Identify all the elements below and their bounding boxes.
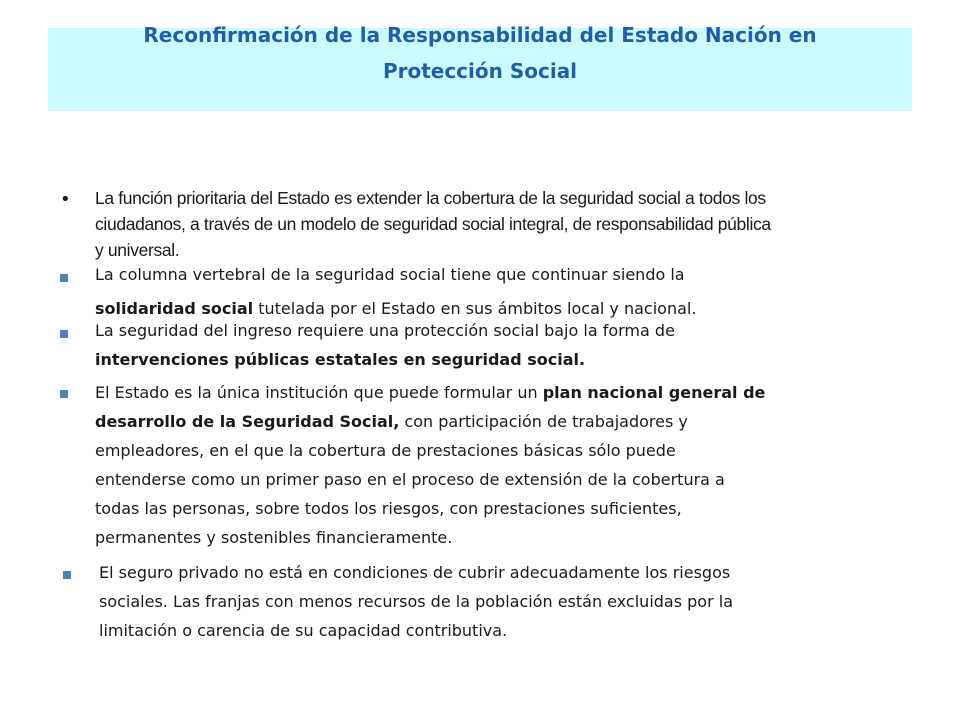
bold-text: plan nacional general de — [542, 383, 766, 402]
bullet-4-line-5: todas las personas, sobre todos los riesgos, con prestaciones suficientes, — [95, 499, 682, 518]
bullet-1-line-1: La función prioritaria del Estado es extender la cobertura de la seguridad social a todos los — [95, 188, 766, 208]
bullet-5-line-2: sociales. Las franjas con menos recursos de la población están excluidas por la — [99, 592, 733, 611]
bullet-4-line-2: desarrollo de la Seguridad Social, con participación de trabajadores y — [95, 412, 688, 431]
bullet-4-line-1: El Estado es la única institución que puede formular un plan nacional general de — [95, 383, 766, 402]
bullet-2-line-2: solidaridad social tutelada por el Estado en sus ámbitos local y nacional. — [95, 299, 697, 318]
bullet-4-line-4: entenderse como un primer paso en el proceso de extensión de la cobertura a — [95, 470, 725, 489]
bullet-5-line-3: limitación o carencia de su capacidad contributiva. — [99, 621, 508, 640]
slide-title — [48, 17, 912, 89]
bullet-4-line-6: permanentes y sostenibles financieramente. — [95, 528, 453, 547]
square-bullet-icon — [60, 390, 68, 398]
bullet-3-line-1: La seguridad del ingreso requiere una protección social bajo la forma de — [95, 321, 675, 340]
bold-text: solidaridad social — [95, 299, 254, 318]
square-bullet-icon — [63, 571, 71, 579]
bullet-4-line-3: empleadores, en el que la cobertura de prestaciones básicas sólo puede — [95, 441, 676, 460]
bullet-3-line-2 — [95, 350, 585, 369]
round-bullet-icon: • — [60, 189, 71, 210]
bullet-5-line-1: El seguro privado no está en condiciones de cubrir adecuadamente los riesgos — [99, 563, 731, 582]
bold-text: desarrollo de la Seguridad Social, — [95, 412, 400, 431]
slide-title-line-2: Protección Social — [382, 59, 578, 83]
bullet-1-line-2: ciudadanos, a través de un modelo de seguridad social integral, de responsabilidad pública — [95, 214, 771, 234]
square-bullet-icon — [60, 274, 68, 282]
bullet-1-line-3: y universal. — [95, 240, 180, 260]
bullet-2-line-1: La columna vertebral de la seguridad social tiene que continuar siendo la — [95, 265, 685, 284]
bold-text: intervenciones públicas estatales en seguridad social. — [95, 350, 586, 369]
slide-title-line-1: Reconfirmación de la Responsabilidad del Estado Nación en — [143, 23, 817, 47]
square-bullet-icon — [60, 330, 68, 338]
